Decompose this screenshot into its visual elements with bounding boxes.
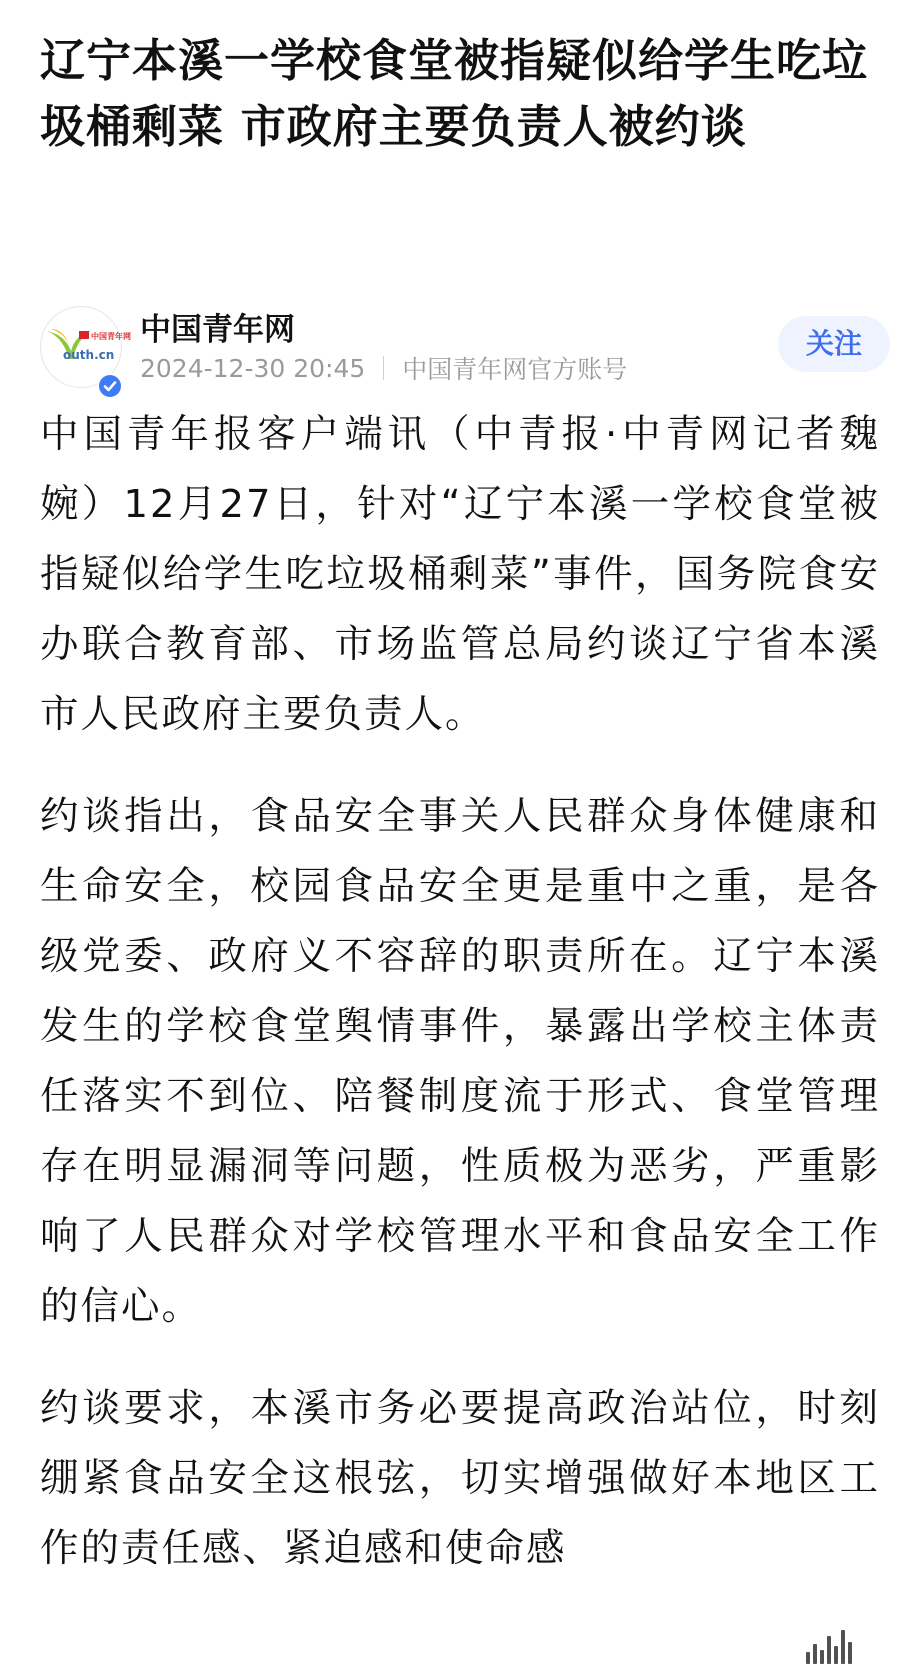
author-name[interactable]: 中国青年网: [140, 312, 295, 348]
article-headline: 辽宁本溪一学校食堂被指疑似给学生吃垃圾桶剩菜 市政府主要负责人被约谈: [40, 34, 869, 153]
author-meta: [140, 350, 627, 386]
body-paragraph: 中国青年报客户端讯（中青报·中青网记者魏婉）12月27日，针对“辽宁本溪一学校食堂被指疑似给学生吃垃圾桶剩菜”事件，国务院食安办联合教育部、市场监管总局约谈辽宁省本溪市人民政府主要负责人。: [40, 412, 880, 737]
logo-text: 中国青年网: [91, 332, 131, 341]
verified-check-icon: [97, 373, 123, 399]
body-paragraph: 约谈指出，食品安全事关人民群众身体健康和生命安全，校园食品安全更是重中之重，是各级党委、政府义不容辞的职责所在。辽宁本溪发生的学校食堂舆情事件，暴露出学校主体责任落实不到位、陪餐制度流于形式、食堂管理存在明显漏洞等问题，性质极为恶劣，严重影响了人民群众对学校管理水平和食品安全工作的信心。: [40, 794, 880, 1329]
body-paragraph: 约谈要求，本溪市务必要提高政治站位，时刻绷紧食品安全这根弦，切实增强做好本地区工作的责任感、紧迫感和使命感: [40, 1386, 880, 1571]
signal-bars-watermark-icon: [806, 1624, 852, 1664]
meta-divider: [383, 356, 384, 380]
author-avatar[interactable]: [40, 306, 131, 388]
publish-timestamp: 2024-12-30 20:45: [140, 353, 366, 383]
account-type-label: 中国青年网官方账号: [402, 355, 628, 384]
verified-badge: [97, 373, 123, 399]
follow-button[interactable]: 关注: [778, 316, 890, 372]
author-row: [40, 296, 890, 392]
logo-wordmark: outh.cn: [63, 348, 115, 362]
article-body: [40, 400, 880, 1616]
